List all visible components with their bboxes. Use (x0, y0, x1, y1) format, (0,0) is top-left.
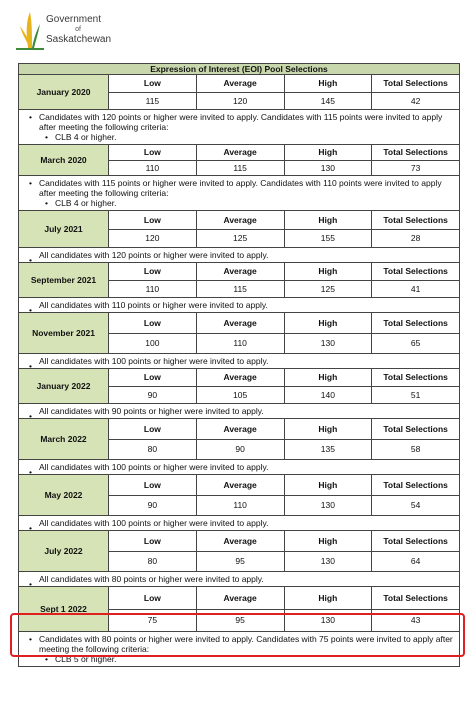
column-header: Low (109, 263, 197, 281)
column-header: Low (109, 211, 197, 230)
value-cell-total: 54 (372, 495, 460, 516)
wheat-icon (14, 8, 46, 54)
table-row (19, 369, 460, 387)
column-header: High (284, 587, 372, 610)
value-cell-high: 140 (284, 386, 372, 404)
note-row (19, 176, 460, 211)
column-header: Low (109, 145, 197, 161)
table-row (19, 531, 460, 552)
note-subcriteria: • CLB 5 or higher. (39, 654, 453, 664)
column-header: High (284, 75, 372, 93)
column-header: Total Selections (372, 369, 460, 387)
month-cell: July 2022 (19, 531, 109, 572)
value-cell-avg: 110 (196, 495, 284, 516)
value-cell-avg: 110 (196, 333, 284, 354)
note-text: All candidates with 100 points or higher were invited to apply. (39, 518, 269, 528)
note-cell (19, 248, 460, 263)
column-header: Total Selections (372, 263, 460, 281)
bullet-icon: • (29, 523, 32, 533)
note-text: Candidates with 80 points or higher were invited to apply. Candidates with 75 points were invited to apply after meeting the following criteria: (39, 634, 453, 654)
month-cell: Sept 1 2022 (19, 587, 109, 632)
column-header: High (284, 369, 372, 387)
bullet-icon: • (29, 112, 32, 122)
column-header: Low (109, 475, 197, 496)
note-row (19, 516, 460, 531)
value-cell-low: 75 (109, 609, 197, 632)
month-cell: September 2021 (19, 263, 109, 298)
table-row (19, 587, 460, 610)
note-cell (19, 404, 460, 419)
column-header: Total Selections (372, 75, 460, 93)
column-header: Average (196, 531, 284, 552)
highlight-box (10, 613, 465, 657)
column-header: Average (196, 211, 284, 230)
note-row (19, 460, 460, 475)
column-header: High (284, 531, 372, 552)
bullet-icon: • (29, 411, 32, 421)
value-cell-low: 110 (109, 160, 197, 176)
column-header: High (284, 263, 372, 281)
table-row (19, 263, 460, 281)
note-cell (19, 572, 460, 587)
column-header: Average (196, 419, 284, 440)
column-header: Average (196, 145, 284, 161)
month-cell: January 2022 (19, 369, 109, 404)
note-text: All candidates with 110 points or higher were invited to apply. (39, 300, 268, 310)
month-cell: November 2021 (19, 313, 109, 354)
value-cell-avg: 125 (196, 229, 284, 248)
value-cell-low: 90 (109, 386, 197, 404)
value-cell-high: 130 (284, 495, 372, 516)
value-cell-avg: 115 (196, 280, 284, 298)
column-header: Total Selections (372, 531, 460, 552)
note-text: All candidates with 100 points or higher were invited to apply. (39, 356, 269, 366)
value-cell-high: 130 (284, 609, 372, 632)
column-header: Low (109, 419, 197, 440)
value-cell-high: 130 (284, 333, 372, 354)
note-text: All candidates with 100 points or higher were invited to apply. (39, 462, 269, 472)
value-cell-avg: 120 (196, 92, 284, 110)
note-row (19, 110, 460, 145)
value-cell-low: 115 (109, 92, 197, 110)
value-cell-high: 130 (284, 160, 372, 176)
table-row (19, 419, 460, 440)
note-subcriteria: • CLB 4 or higher. (39, 198, 453, 208)
value-cell-high: 155 (284, 229, 372, 248)
value-cell-avg: 90 (196, 439, 284, 460)
column-header: Low (109, 369, 197, 387)
value-cell-total: 28 (372, 229, 460, 248)
month-cell: May 2022 (19, 475, 109, 516)
value-cell-avg: 105 (196, 386, 284, 404)
value-cell-total: 73 (372, 160, 460, 176)
column-header: Total Selections (372, 419, 460, 440)
value-cell-avg: 95 (196, 551, 284, 572)
bullet-icon: • (29, 467, 32, 477)
bullet-icon: • (29, 178, 32, 188)
value-cell-high: 135 (284, 439, 372, 460)
column-header: Total Selections (372, 313, 460, 334)
value-cell-total: 43 (372, 609, 460, 632)
value-cell-total: 41 (372, 280, 460, 298)
logo-line1: Government (46, 14, 102, 25)
table-row (19, 475, 460, 496)
note-cell (19, 298, 460, 313)
note-cell (19, 354, 460, 369)
bullet-icon: • (29, 255, 32, 265)
note-cell (19, 110, 460, 145)
column-header: High (284, 211, 372, 230)
column-header: Total Selections (372, 145, 460, 161)
government-of-saskatchewan-logo (14, 8, 134, 54)
value-cell-total: 65 (372, 333, 460, 354)
table-row (19, 211, 460, 230)
logo-line2: of (75, 26, 81, 33)
column-header: Low (109, 531, 197, 552)
month-cell: July 2021 (19, 211, 109, 248)
note-row (19, 354, 460, 369)
note-text: All candidates with 80 points or higher were invited to apply. (39, 574, 264, 584)
note-cell (19, 460, 460, 475)
note-text: All candidates with 90 points or higher were invited to apply. (39, 406, 264, 416)
column-header: Total Selections (372, 587, 460, 610)
note-cell (19, 176, 460, 211)
bullet-icon: • (29, 361, 32, 371)
column-header: Low (109, 75, 197, 93)
value-cell-low: 100 (109, 333, 197, 354)
column-header: Low (109, 587, 197, 610)
bullet-icon: • (29, 579, 32, 589)
value-cell-high: 130 (284, 551, 372, 572)
column-header: High (284, 145, 372, 161)
column-header: Low (109, 313, 197, 334)
column-header: Average (196, 475, 284, 496)
month-cell: March 2022 (19, 419, 109, 460)
eoi-table-container (18, 63, 460, 667)
note-row (19, 404, 460, 419)
value-cell-low: 80 (109, 439, 197, 460)
value-cell-low: 90 (109, 495, 197, 516)
value-cell-low: 80 (109, 551, 197, 572)
value-cell-high: 125 (284, 280, 372, 298)
note-cell (19, 516, 460, 531)
value-cell-low: 110 (109, 280, 197, 298)
column-header: Average (196, 75, 284, 93)
value-cell-avg: 115 (196, 160, 284, 176)
value-cell-total: 58 (372, 439, 460, 460)
month-cell: March 2020 (19, 145, 109, 176)
value-cell-total: 64 (372, 551, 460, 572)
column-header: High (284, 313, 372, 334)
column-header: Total Selections (372, 475, 460, 496)
column-header: Average (196, 369, 284, 387)
column-header: Total Selections (372, 211, 460, 230)
month-cell: January 2020 (19, 75, 109, 110)
value-cell-high: 145 (284, 92, 372, 110)
note-subcriteria: • CLB 4 or higher. (39, 132, 453, 142)
note-row (19, 298, 460, 313)
column-header: High (284, 419, 372, 440)
value-cell-low: 120 (109, 229, 197, 248)
column-header: Average (196, 313, 284, 334)
note-text: All candidates with 120 points or higher were invited to apply. (39, 250, 269, 260)
bullet-icon: • (29, 305, 32, 315)
table-title: Expression of Interest (EOI) Pool Selections (19, 64, 460, 75)
value-cell-total: 42 (372, 92, 460, 110)
note-text: Candidates with 115 points or higher were invited to apply. Candidates with 110 points were invited to apply after meeting the following criteria: (39, 178, 442, 198)
column-header: Average (196, 263, 284, 281)
note-row (19, 572, 460, 587)
value-cell-avg: 95 (196, 609, 284, 632)
note-row (19, 248, 460, 263)
eoi-pool-table (18, 63, 460, 667)
table-row (19, 145, 460, 161)
column-header: Average (196, 587, 284, 610)
note-text: Candidates with 120 points or higher were invited to apply. Candidates with 115 points were invited to apply after meeting the following criteria: (39, 112, 443, 132)
bullet-icon: • (29, 634, 32, 644)
column-header: High (284, 475, 372, 496)
table-row (19, 313, 460, 334)
table-row (19, 75, 460, 93)
logo-line3: Saskatchewan (46, 34, 112, 45)
value-cell-total: 51 (372, 386, 460, 404)
